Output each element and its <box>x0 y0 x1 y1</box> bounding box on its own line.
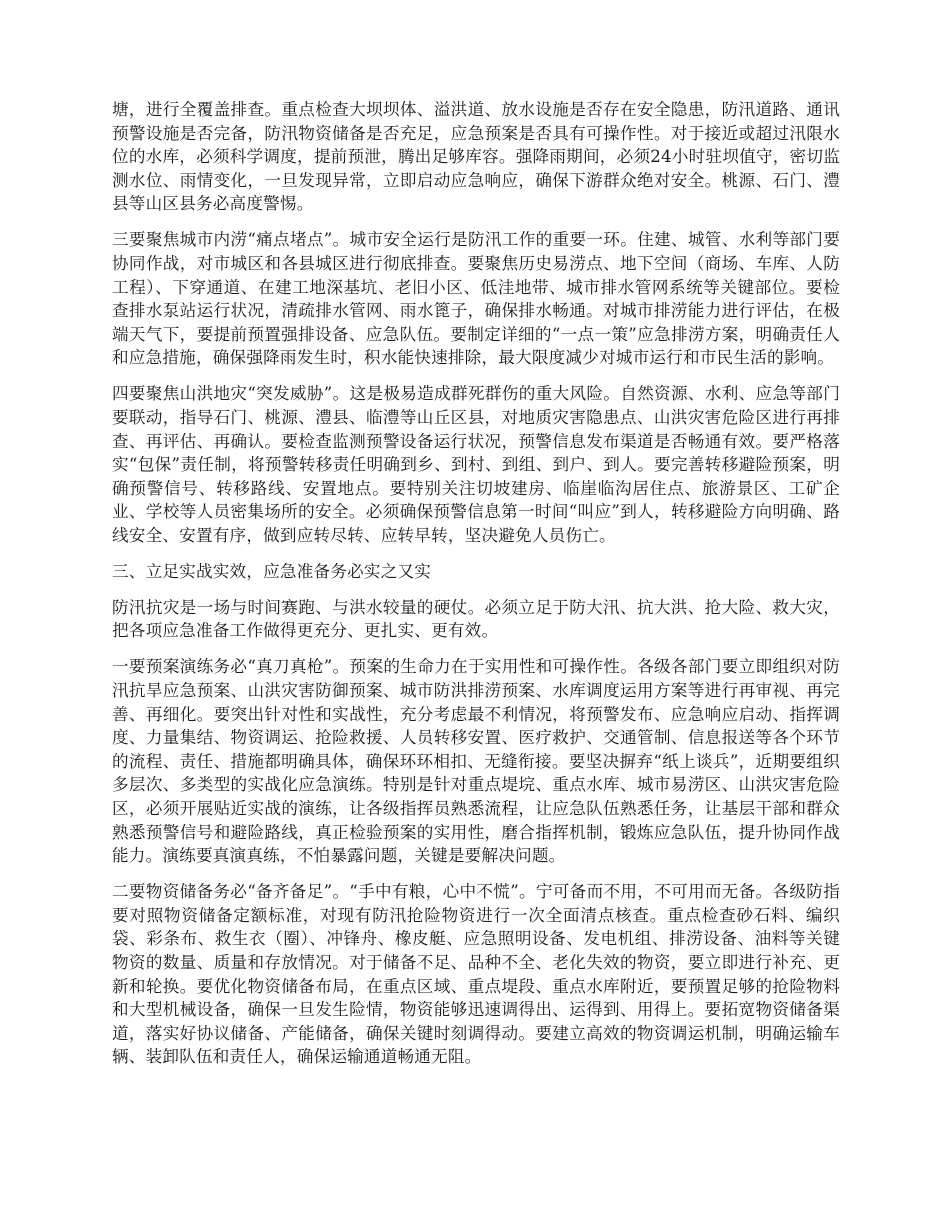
paragraph-material-reserves: 二要物资储备务必“备齐备足”。“手中有粮，心中不慌”。宁可备而不用，不可用而无备。各级防指要对照物资储备定额标准，对现有防汛抢险物资进行一次全面清点核查。重点检查砂石料、编织袋、彩条布、救生衣（圈）、冲锋舟、橡皮艇、应急照明设备、发电机组、排涝设备、油料等关键物资的数量、质量和存放情况。对于储备不足、品种不全、老化失效的物资，要立即进行补充、更新和轮换。要优化物资储备布局，在重点区域、重点堤段、重点水库附近，要预置足够的抢险物料和大型机械设备，确保一旦发生险情，物资能够迅速调得出、运得到、用得上。要拓宽物资储备渠道，落实好协议储备、产能储备，确保关键时刻调得动。要建立高效的物资调运机制，明确运输车辆、装卸队伍和责任人，确保运输通道畅通无阻。 <box>112 882 840 1067</box>
paragraph-section-intro: 防汛抗灾是一场与时间赛跑、与洪水较量的硬仗。必须立足于防大汛、抗大洪、抢大险、救大灾，把各项应急准备工作做得更充分、更扎实、更有效。 <box>112 597 840 641</box>
paragraph-flash-flood-geohazard: 四要聚焦山洪地灾“突发威胁”。这是极易造成群死群伤的重大风险。自然资源、水利、应急等部门要联动，指导石门、桃源、澧县、临澧等山丘区县，对地质灾害隐患点、山洪灾害危险区进行再排查、再评估、再确认。要检查监测预警设备运行状况，预警信息发布渠道是否畅通有效。要严格落实“包保”责任制，将预警转移责任明确到乡、到村、到组、到户、到人。要完善转移避险预案，明确预警信号、转移路线、安置地点。要特别关注切坡建房、临崖临沟居住点、旅游景区、工矿企业、学校等人员密集场所的安全。必须确保预警信息第一时间“叫应”到人，转移避险方向明确、路线安全、安置有序，做到应转尽转、应转早转，坚决避免人员伤亡。 <box>112 384 840 545</box>
paragraph-urban-waterlogging: 三要聚焦城市内涝“痛点堵点”。城市安全运行是防汛工作的重要一环。住建、城管、水利等部门要协同作战，对市城区和各县城区进行彻底排查。要聚焦历史易涝点、地下空间（商场、车库、人防工程）、下穿通道、在建工地深基坑、老旧小区、低洼地带、城市排水管网系统等关键部位。要检查排水泵站运行状况，清疏排水管网、雨水篦子，确保排水畅通。对城市排涝能力进行评估，在极端天气下，要提前预置强排设备、应急队伍。要制定详细的“一点一策”应急排涝方案，明确责任人和应急措施，确保强降雨发生时，积水能快速排除，最大限度减少对城市运行和市民生活的影响。 <box>112 230 840 368</box>
paragraph-plan-drills: 一要预案演练务必“真刀真枪”。预案的生命力在于实用性和可操作性。各级各部门要立即组织对防汛抗旱应急预案、山洪灾害防御预案、城市防洪排涝预案、水库调度运用方案等进行再审视、再完善、再细化。要突出针对性和实战性，充分考虑最不利情况，将预警发布、应急响应启动、指挥调度、力量集结、物资调运、抢险救援、人员转移安置、医疗救护、交通管制、信息报送等各个环节的流程、责任、措施都明确具体，确保环环相扣、无缝衔接。要坚决摒弃“纸上谈兵”，近期要组织多层次、多类型的实战化应急演练。特别是针对重点堤垸、重点水库、城市易涝区、山洪灾害危险区，必须开展贴近实战的演练，让各级指挥员熟悉流程，让应急队伍熟悉任务，让基层干部和群众熟悉预警信号和避险路线，真正检验预案的实用性，磨合指挥机制，锻炼应急队伍，提升协同作战能力。演练要真演真练，不怕暴露问题，关键是要解决问题。 <box>112 657 840 866</box>
section-heading: 三、立足实战实效，应急准备务必实之又实 <box>112 561 432 581</box>
document-page <box>112 98 840 1081</box>
paragraph-reservoir-inspection: 塘，进行全覆盖排查。重点检查大坝坝体、溢洪道、放水设施是否存在安全隐患，防汛道路、通讯预警设施是否完备，防汛物资储备是否充足，应急预案是否具有可操作性。对于接近或超过汛限水位的水库，必须科学调度，提前预泄，腾出足够库容。强降雨期间，必须24小时驻坝值守，密切监测水位、雨情变化，一旦发现异常，立即启动应急响应，确保下游群众绝对安全。桃源、石门、澧县等山区县务必高度警惕。 <box>112 100 840 214</box>
